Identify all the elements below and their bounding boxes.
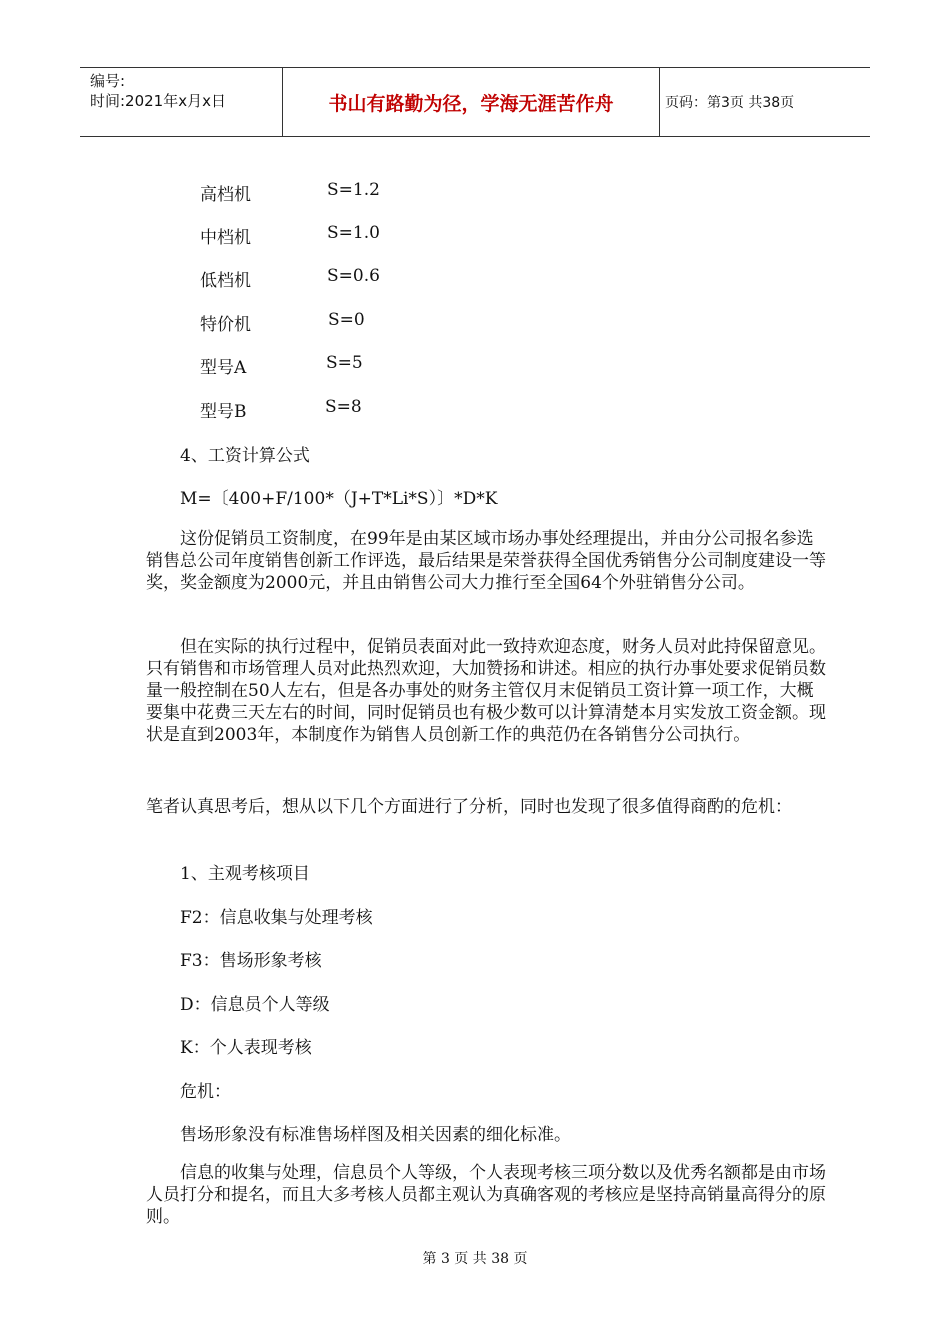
s-value-value: S=0.6 [327, 266, 380, 286]
s-value-value: S=5 [326, 353, 363, 373]
list-item-f3: F3：售场形象考核 [180, 951, 322, 971]
header-page-info: 页码：第3页 共38页 [665, 95, 795, 111]
s-value-label: 低档机 [200, 271, 251, 291]
s-value-value: S=1.0 [327, 223, 380, 243]
header-number-label: 编号: [90, 72, 126, 90]
header-motto: 书山有路勤为径，学海无涯苦作舟 [283, 68, 660, 136]
crisis-heading: 危机： [180, 1082, 231, 1102]
list-item-d: D：信息员个人等级 [180, 995, 330, 1015]
list-item-f2: F2：信息收集与处理考核 [180, 908, 373, 928]
header-meta [80, 68, 283, 136]
formula-heading: 4、工资计算公式 [180, 446, 310, 466]
s-value-label: 特价机 [200, 315, 251, 335]
s-value-label: 高档机 [200, 185, 251, 205]
list-item-k: K：个人表现考核 [180, 1038, 312, 1058]
header-time-label: 时间:2021年x月x日 [90, 92, 226, 110]
crisis-item-image: 售场形象没有标准售场样图及相关因素的细化标准。 [180, 1125, 571, 1145]
s-value-value: S=8 [325, 397, 362, 417]
paragraph-analysis: 笔者认真思考后，想从以下几个方面进行了分析，同时也发现了很多值得商酌的危机： [146, 797, 792, 817]
s-value-label: 型号B [200, 402, 247, 422]
salary-formula: M=〔400+F/100*（J+T*Li*S）〕*D*K [180, 489, 498, 509]
page-footer: 第 3 页 共 38 页 [422, 1251, 528, 1267]
s-value-value: S=0 [328, 310, 365, 330]
s-value-label: 型号A [200, 358, 247, 378]
s-value-label: 中档机 [200, 228, 251, 248]
page-header [80, 67, 870, 137]
s-value-value: S=1.2 [327, 180, 380, 200]
paragraph-execution: 但在实际的执行过程中，促销员表面对此一致持欢迎态度，财务人员对此持保留意见。只有销售和市场管理人员对此热烈欢迎，大加赞扬和讲述。相应的执行办事处要求促销员数量一般控制在50人左右，但是各办事处的财务主管仅月末促销员工资计算一项工作，大概要集中花费三天左右的时间，同时促销员也有极少数可以计算清楚本月实发放工资金额。现状是直到2003年，本制度作为销售人员创新工作的典范仍在各销售分公司执行。 [146, 637, 826, 745]
paragraph-history: 这份促销员工资制度，在99年是由某区域市场办事处经理提出，并由分公司报名参选销售总公司年度销售创新工作评选，最后结果是荣誉获得全国优秀销售分公司制度建设一等奖，奖金额度为2000元，并且由销售公司大力推行至全国64个外驻销售分公司。 [146, 529, 826, 593]
list-item-subjective: 1、主观考核项目 [180, 864, 310, 884]
paragraph-crisis-scoring: 信息的收集与处理，信息员个人等级，个人表现考核三项分数以及优秀名额都是由市场人员打分和提名，而且大多考核人员都主观认为真确客观的考核应是坚持高销量高得分的原则。 [146, 1163, 826, 1227]
